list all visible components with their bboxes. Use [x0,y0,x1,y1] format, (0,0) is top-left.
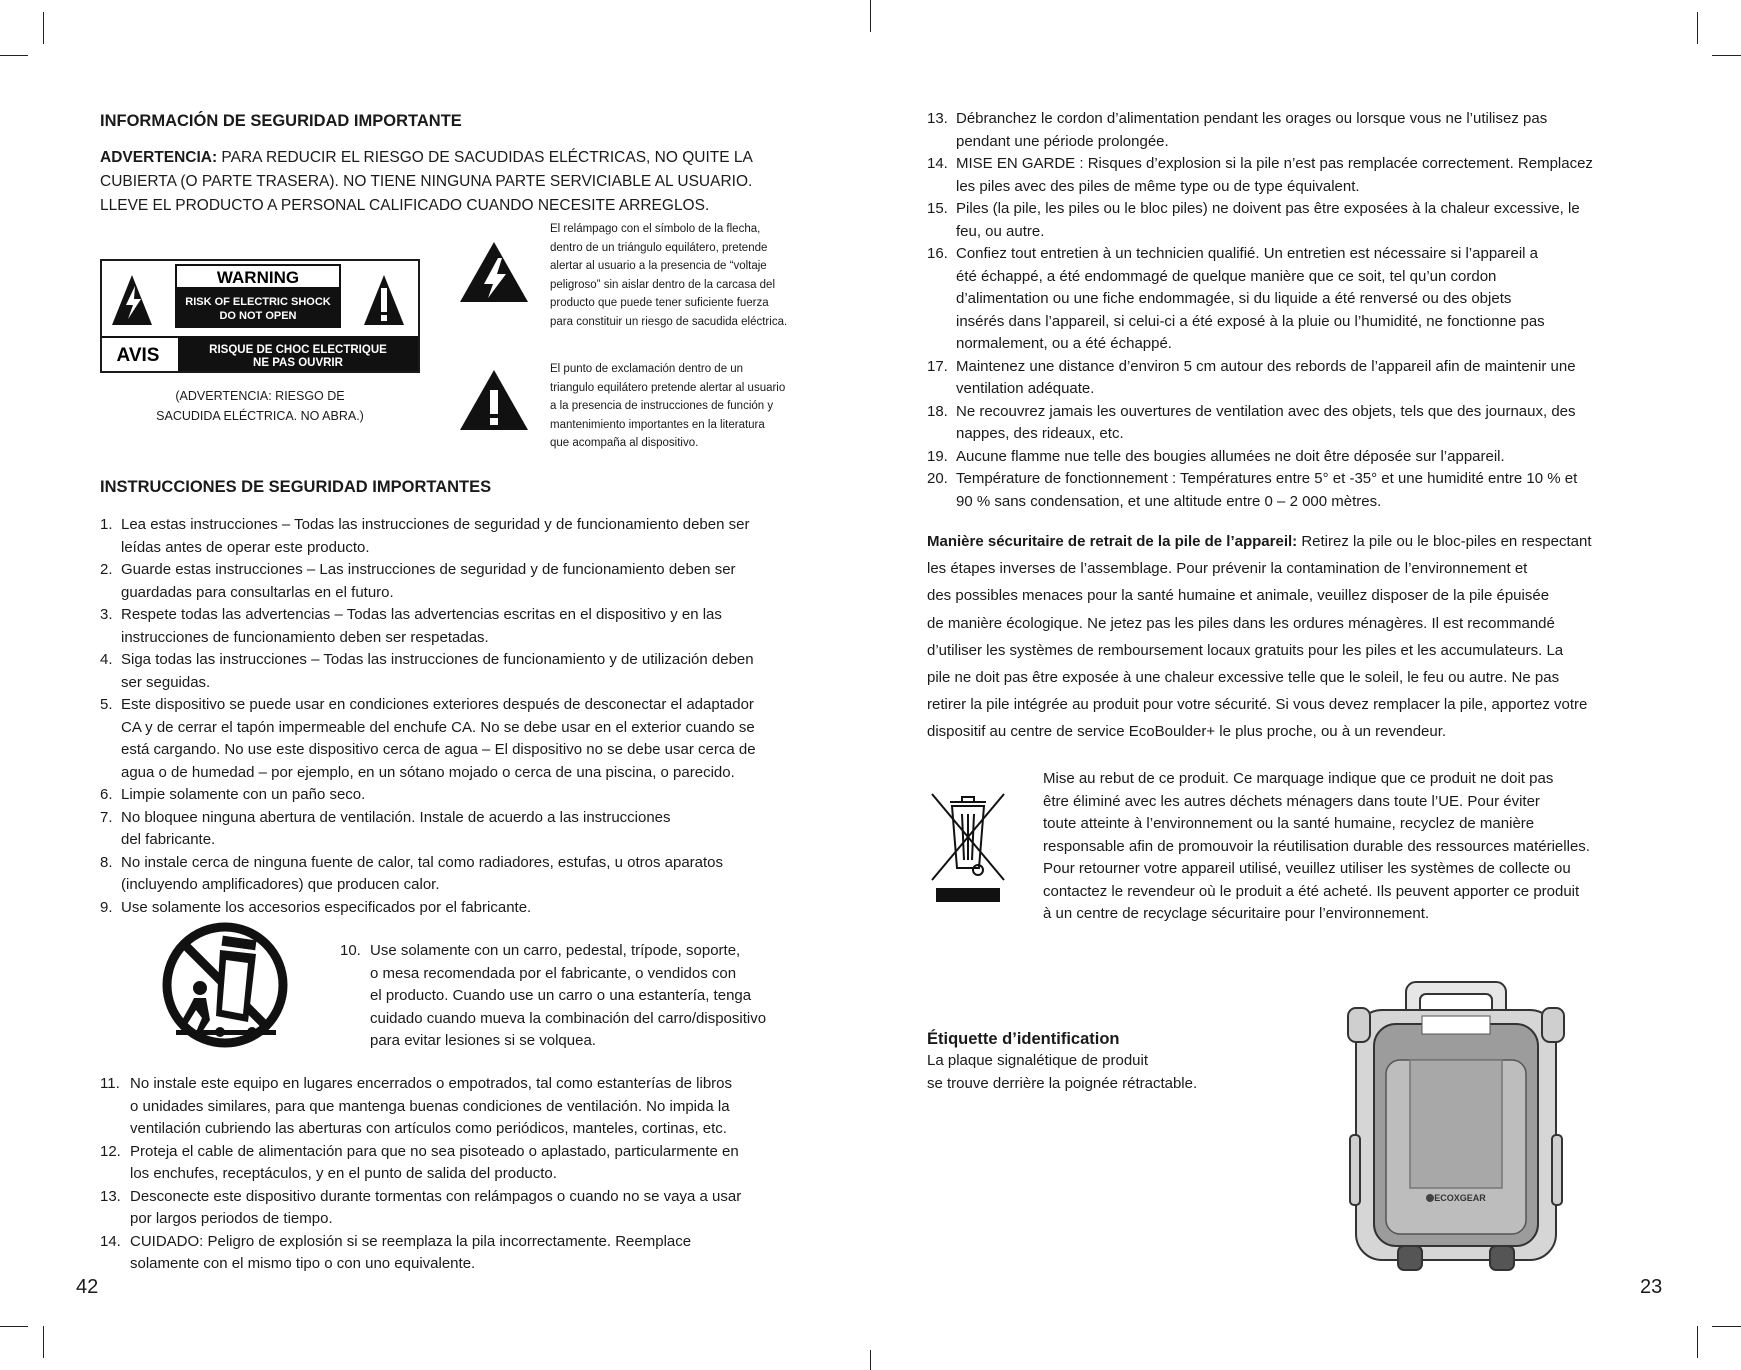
list-item: 2. Guarde estas instrucciones – Las instrucciones de seguridad y de funcionamiento deben ser guardadas para consultarlas en el futuro. [100,561,736,601]
crop-mark [870,1350,871,1370]
id-label-text: La plaque signalétique de produit se trouve derrière la poignée rétractable. [927,1052,1198,1092]
exclamation-description: El punto de exclamación dentro de un triangulo equilátero pretende alertar al usuario a la presencia de instrucciones de función y mantenimiento importantes en la literatura que acompaña al dispositivo. [550,363,786,450]
list-item: 19. Aucune flamme nue telle des bougies allumées ne doit être déposée sur l’appareil. [927,447,1505,465]
list-item: 13. Débranchez le cordon d’alimentation pendant les orages ou lorsque vous ne l’utilisez pas pendant une période prolongée. [927,110,1548,150]
warning-label-box [100,259,420,373]
crop-mark [1712,1326,1741,1327]
list-item: 15. Piles (la pile, les piles ou le bloc piles) ne doivent pas être exposées à la chaleur excessive, le feu, ou autre. [927,200,1580,240]
id-label-heading: Étiquette d’identification [927,1030,1120,1048]
list-item: 11. No instale este equipo en lugares encerrados o empotrados, tal como estanterías de libros o unidades similares, para que mantenga buenas condiciones de ventilación. No impida la ventilación cubriendo las aberturas con artículos como periódicos, manteles, cortinas, etc. [100,1075,733,1137]
list-item: 20. Température de fonctionnement : Températures entre 5° et -35° et une humidité entre 10 % et 90 % sans condensation, et une altitude entre 0 – 2 000 mètres. [927,470,1578,510]
list-item: 13. Desconecte este dispositivo durante tormentas con relámpagos o cuando no se vaya a usar por largos periodos de tiempo. [100,1187,742,1227]
page-number-left: 42 [76,1276,99,1298]
risque-line2: NE PAS OUVRIR [253,357,343,369]
list-item: 3. Respete todas las advertencias – Todas las advertencias escritas en el dispositivo y en las instrucciones de funcionamiento deben ser respetadas. [100,606,722,646]
avis-label: AVIS [116,345,160,366]
list-item: 9. Use solamente los accesorios especificados por el fabricante. [100,898,532,916]
no-cart-tipover-icon [160,920,290,1050]
exclamation-warning-icon [364,275,404,325]
brand-name: ECOXGEAR [1434,1193,1486,1203]
crop-mark [1697,12,1698,44]
lightning-warning-icon [458,240,530,304]
speaker-illustration [1346,980,1566,1275]
crop-mark [870,0,871,32]
exclamation-warning-icon [458,368,530,432]
box-caption: (ADVERTENCIA: RIESGO DE SACUDIDA ELÉCTRICA. NO ABRA.) [156,389,364,423]
crop-mark [0,1326,28,1327]
lightning-warning-icon [112,275,152,325]
list-item: 1. Lea estas instrucciones – Todas las instrucciones de seguridad y de funcionamiento deben ser leídas antes de operar este producto. [100,516,750,556]
french-instructions-list [927,108,1647,513]
battery-removal-paragraph: Manière sécuritaire de retrait de la pile de l’appareil: Retirez la pile ou le bloc-piles en respectant les étapes inverses de l’assemblage. Pour prévenir la contamination de l’environnement et des possibles menaces pour la santé humaine et animale, veuillez disposer de la pile épuisée de manière écologique. Ne jetez pas les piles dans les ordures ménagères. Il est recommandé d’utiliser les systèmes de remboursement locaux gratuits pour les piles et les accumulateurs. La pile ne doit pas être exposée à une chaleur excessive telle que le soleil, le feu ou autre. Ne pas retirer la pile intégrée au produit pour votre sécurité. Si vous devez remplacer la pile, apportez votre dispositif au centre de service EcoBoulder+ le plus proche, ou à un revendeur. [927,533,1592,741]
risque-line1: RISQUE DE CHOC ELECTRIQUE [209,344,387,356]
list-item: 7. No bloquee ninguna abertura de ventilación. Instale de acuerdo a las instrucciones del fabricante. [100,808,671,848]
list-item: 4. Siga todas las instrucciones – Todas las instrucciones de funcionamiento y de utilización deben ser seguidas. [100,651,754,691]
heading-instructions: INSTRUCCIONES DE SEGURIDAD IMPORTANTES [100,478,492,496]
list-item: 18. Ne recouvrez jamais les ouvertures de ventilation avec des objets, tels que des journaux, des nappes, des rideaux, etc. [927,402,1576,442]
lightning-description: El relámpago con el símbolo de la flecha, dentro de un triángulo equilátero, pretende alertar al usuario a la presencia de “voltaje peligroso” sin aislar dentro de la carcasa del producto que puede tener suficiente fuerza para constituir un riesgo de sacudida eléctrica. [550,223,788,328]
instructions-list [100,514,820,919]
crop-mark [43,1326,44,1358]
heading-info: INFORMACIÓN DE SEGURIDAD IMPORTANTE [100,112,462,130]
list-item: 17. Maintenez une distance d’environ 5 cm autour des rebords de l’appareil afin de maintenir une ventilation adéquate. [927,357,1576,397]
battery-label: Manière sécuritaire de retrait de la pile de l’appareil: [927,533,1298,550]
crop-mark [1697,1326,1698,1358]
crop-mark [43,12,44,44]
list-item: 6. Limpie solamente con un paño seco. [100,786,366,803]
instructions-list-continued [100,1073,820,1276]
list-item: 14. MISE EN GARDE : Risques d’explosion si la pile n’est pas remplacée correctement. Remplacez les piles avec des piles de même type ou de type équivalent. [927,155,1593,195]
list-item: 12. Proteja el cable de alimentación para que no sea pisoteado o aplastado, particularmente en los enchufes, receptáculos, y en el punto de salida del producto. [100,1142,739,1182]
warning-label: ADVERTENCIA: [100,149,218,166]
list-item: 5. Este dispositivo se puede usar en condiciones exteriores después de desconectar el adaptador CA y de cerrar el tapón impermeable del enchufe CA. No se debe usar en el exterior cuando se está cargando. No use este dispositivo cerca de agua – El dispositivo no se debe usar cerca de agua o de humedad – por ejemplo, en un sótano mojado o cerca de una piscina, o parecido. [100,696,756,781]
crossed-bin-icon [928,788,1008,904]
list-item: 10. Use solamente con un carro, pedestal, trípode, soporte, o mesa recomendada por el fabricante, o vendidos con el producto. Cuando use un carro o una estantería, tenga cuidado cuando mueva la combinación del carro/dispositivo para evitar lesiones si se volquea. [340,942,767,1049]
weee-paragraph: Mise au rebut de ce produit. Ce marquage indique que ce produit ne doit pas être éliminé avec les autres déchets ménagers dans toute l’UE. Pour éviter toute atteinte à l’environnement ou la santé humaine, recyclez de manière responsable afin de promouvoir la réutilisation durable des ressources matérielles. Pour retourner votre appareil utilisé, veuillez utiliser les systèmes de collecte ou contactez le revendeur où le produit a été acheté. Ils peuvent apporter ce produit à un centre de recyclage sécuritaire pour l’environnement. [1043,770,1590,922]
risk-line2: DO NOT OPEN [219,310,297,322]
list-item: 14. CUIDADO: Peligro de explosión si se reemplaza la pila incorrectamente. Reemplace solamente con el mismo tipo o con uno equivalente. [100,1232,692,1272]
crop-mark [0,55,28,56]
list-item: 16. Confiez tout entretien à un technicien qualifié. Un entretien est nécessaire si l’appareil a été échappé, a été endommagé de quelque manière que ce soit, tel qu’un cordon d’alimentation ou une fiche endommagée, si du liquide a été renversé ou des objets insérés dans l’appareil, si celui-ci a été exposé à la pluie ou l’humidité, ne fonctionne pas normalement, ou a été échappé. [927,245,1545,352]
warning-paragraph: ADVERTENCIA: PARA REDUCIR EL RIESGO DE SACUDIDAS ELÉCTRICAS, NO QUITE LA CUBIERTA (O PARTE TRASERA). NO TIENE NINGUNA PARTE SERVICIABLE AL USUARIO. LLEVE EL PRODUCTO A PERSONAL CALIFICADO CUANDO NECESITE ARREGLOS. [100,149,753,214]
list-item: 8. No instale cerca de ninguna fuente de calor, tal como radiadores, estufas, u otros aparatos (incluyendo amplificadores) que producen calor. [100,853,724,893]
instruction-item-10 [340,940,820,1053]
warning-title: WARNING [216,268,300,287]
risk-line1: RISK OF ELECTRIC SHOCK [185,296,331,308]
page-number-right: 23 [1640,1276,1663,1298]
crop-mark [1712,55,1741,56]
